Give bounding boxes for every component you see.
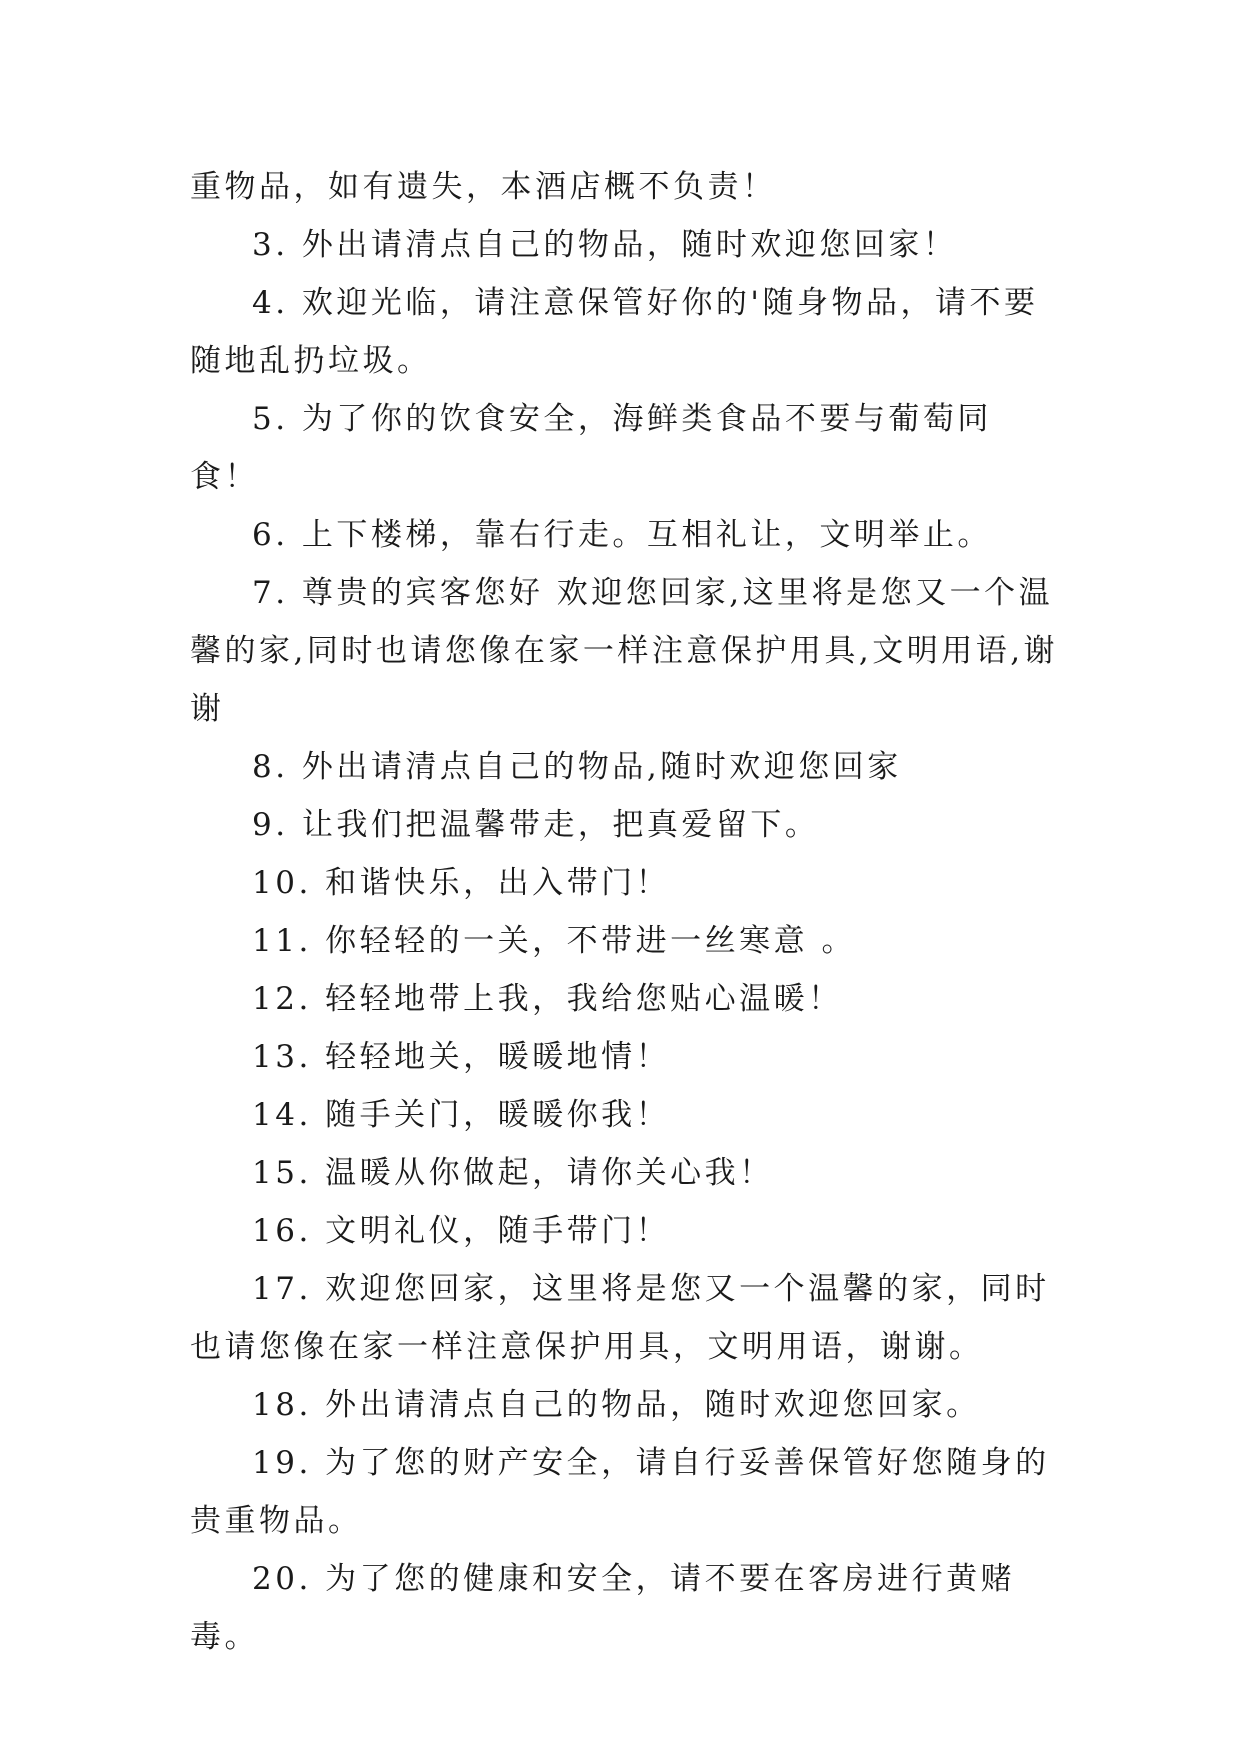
- list-item-20: 20. 为了您的健康和安全，请不要在客房进行黄赌毒。: [190, 1561, 1016, 1655]
- list-item-16: 16. 文明礼仪，随手带门！: [252, 1213, 671, 1249]
- list-item-8: 8. 外出请清点自己的物品,随时欢迎您回家: [252, 749, 902, 785]
- list-item-17: 17. 欢迎您回家，这里将是您又一个温馨的家，同时也请您像在家一样注意保护用具，文明用语，谢谢。: [190, 1271, 1050, 1365]
- list-item-15: 15. 温暖从你做起，请你关心我！: [252, 1155, 774, 1191]
- list-item-18: 18. 外出请清点自己的物品，随时欢迎您回家。: [252, 1387, 981, 1423]
- list-item-9: 9. 让我们把温馨带走，把真爱留下。: [252, 807, 820, 843]
- list-item-6: 6. 上下楼梯，靠右行走。互相礼让，文明举止。: [252, 517, 992, 553]
- list-item-10: 10. 和谐快乐，出入带门！: [252, 865, 671, 901]
- list-item-11: 11. 你轻轻的一关，不带进一丝寒意 。: [252, 923, 857, 959]
- list-item-5: 5. 为了你的饮食安全，海鲜类食品不要与葡萄同食！: [190, 401, 992, 495]
- document-body: [190, 158, 1060, 1666]
- list-item-7: 7. 尊贵的宾客您好 欢迎您回家,这里将是您又一个温馨的家,同时也请您像在家一样注意保护用具,文明用语,谢谢: [190, 575, 1059, 727]
- list-item-14: 14. 随手关门，暖暖你我！: [252, 1097, 671, 1133]
- list-item-4: 4. 欢迎光临，请注意保管好你的'随身物品，请不要随地乱扔垃圾。: [190, 285, 1039, 379]
- list-item-13: 13. 轻轻地关，暖暖地情！: [252, 1039, 671, 1075]
- list-item-12: 12. 轻轻地带上我，我给您贴心温暖！: [252, 981, 843, 1017]
- list-item-3: 3. 外出请清点自己的物品，随时欢迎您回家！: [252, 227, 958, 263]
- list-item-19: 19. 为了您的财产安全，请自行妥善保管好您随身的贵重物品。: [190, 1445, 1050, 1539]
- paragraph-continuation: 重物品，如有遗失，本酒店概不负责！: [190, 169, 777, 205]
